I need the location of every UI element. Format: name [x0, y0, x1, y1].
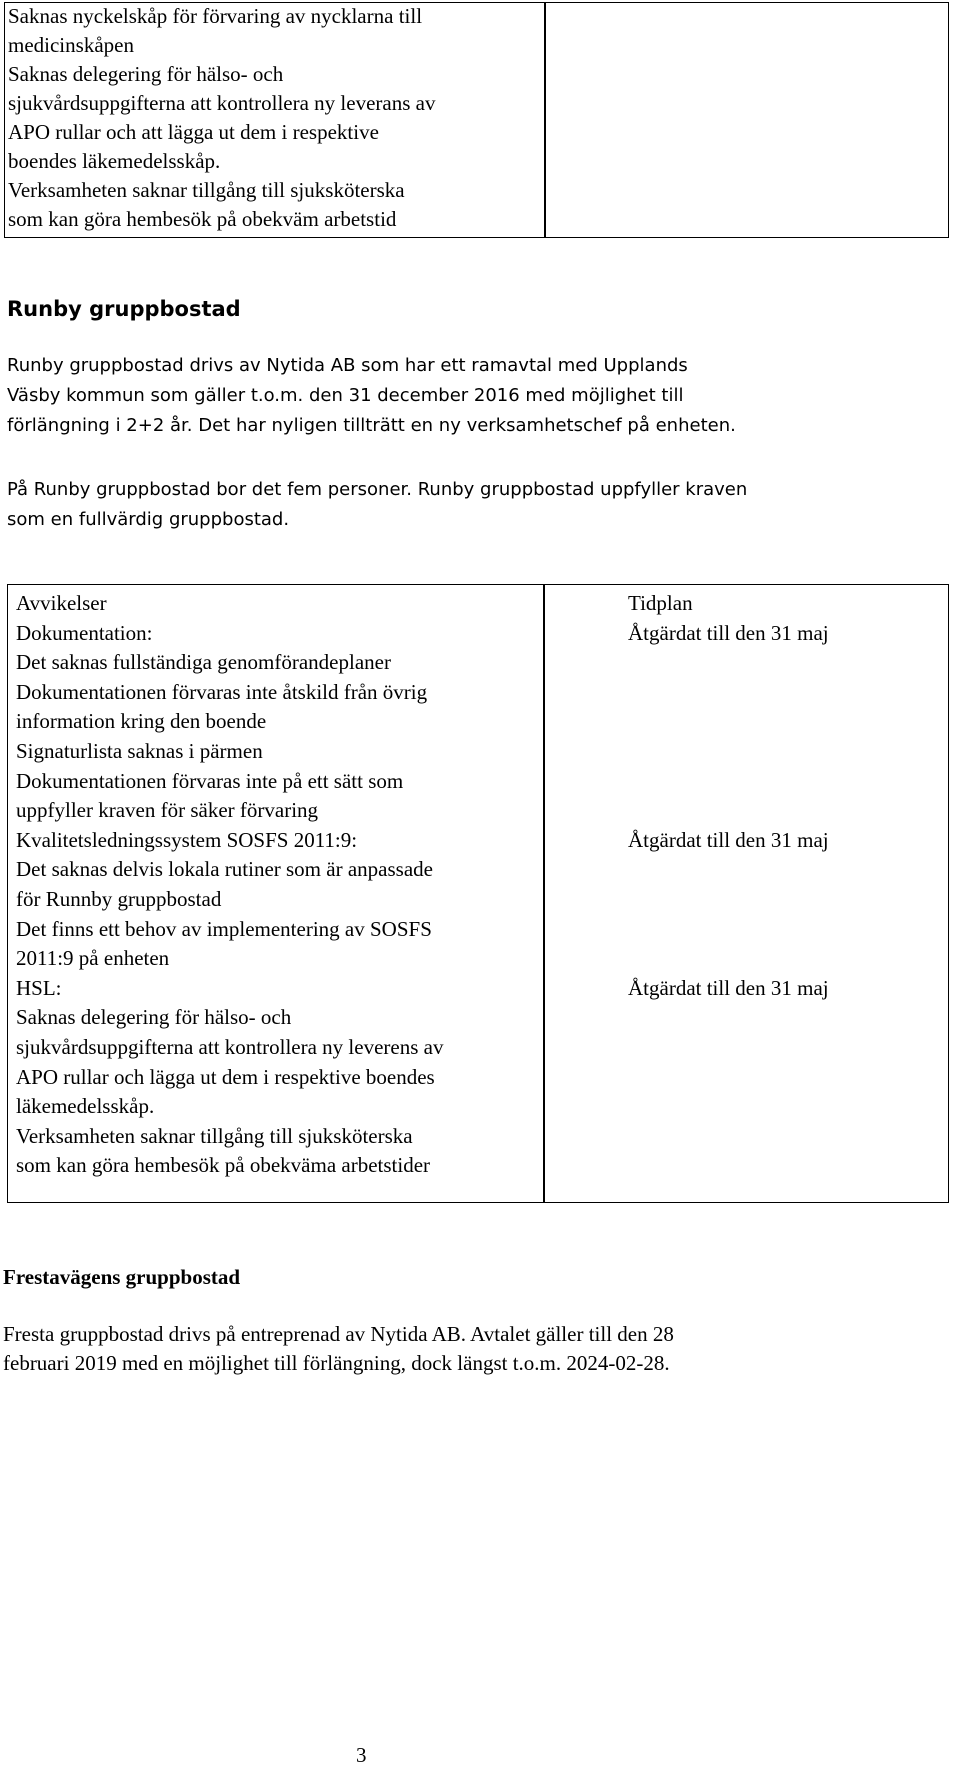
runby-description — [7, 351, 736, 441]
column-header-tidplan: Tidplan — [628, 591, 693, 615]
text-line: Verksamheten saknar tillgång till sjuksköterska — [16, 1123, 413, 1148]
text-line: sjukvårdsuppgifterna att kontrollera ny leverans av — [8, 91, 436, 115]
tidplan-status-kvalitetsledning: Åtgärdat till den 31 maj — [628, 828, 829, 852]
text-line: Det saknas delvis lokala rutiner som är anpassade — [16, 857, 433, 882]
text-line: som en fullvärdig gruppbostad. — [7, 509, 290, 530]
text-line: uppfyller kraven för säker förvaring — [16, 798, 319, 823]
text-line: Dokumentationen förvaras inte på ett sätt som — [16, 768, 404, 793]
text-line: medicinskåpen — [8, 33, 134, 57]
tidplan-status-hsl: Åtgärdat till den 31 maj — [628, 976, 829, 1000]
text-line: information kring den boende — [16, 709, 267, 734]
deviations-table-divider — [543, 584, 545, 1203]
text-line: som kan göra hembesök på obekväm arbetstid — [8, 207, 397, 231]
text-line: Signaturlista saknas i pärmen — [16, 738, 263, 763]
text-line: Saknas delegering för hälso- och — [16, 1005, 292, 1030]
page-number: 3 — [356, 1743, 367, 1767]
text-line: Det saknas fullständiga genomförandeplaner — [16, 650, 391, 675]
section-heading-kvalitetsledningssystem: Kvalitetsledningssystem SOSFS 2011:9: — [16, 827, 358, 852]
text-line: APO rullar och att lägga ut dem i respektive — [8, 120, 379, 144]
text-line: som kan göra hembesök på obekväma arbetstider — [16, 1153, 431, 1178]
fresta-heading: Frestavägens gruppbostad — [3, 1265, 241, 1289]
tidplan-status-dokumentation: Åtgärdat till den 31 maj — [628, 621, 829, 645]
text-line: Fresta gruppbostad drivs på entreprenad av Nytida AB. Avtalet gäller till den 28 — [3, 1322, 674, 1346]
text-line: Runby gruppbostad drivs av Nytida AB som har ett ramavtal med Upplands — [7, 355, 688, 376]
runby-residents-paragraph — [7, 475, 747, 535]
text-line: Det finns ett behov av implementering av SOSFS — [16, 916, 432, 941]
top-table-divider — [544, 2, 546, 238]
section-heading-hsl: HSL: — [16, 975, 62, 1000]
section-heading-dokumentation: Dokumentation: — [16, 620, 153, 645]
text-line: APO rullar och lägga ut dem i respektive boendes — [16, 1064, 435, 1089]
deviations-left-column — [16, 589, 443, 1181]
text-line: Saknas delegering för hälso- och — [8, 62, 284, 86]
text-line: sjukvårdsuppgifterna att kontrollera ny leverens av — [16, 1034, 444, 1059]
text-line: läkemedelsskåp. — [16, 1094, 155, 1119]
text-line: februari 2019 med en möjlighet till förlängning, dock längst t.o.m. 2024-02-28. — [3, 1351, 670, 1375]
top-table-left-cell — [8, 2, 435, 234]
text-line: Saknas nyckelskåp för förvaring av nycklarna till — [8, 4, 423, 28]
column-header-avvikelser: Avvikelser — [16, 591, 107, 615]
text-line: för Runnby gruppbostad — [16, 886, 222, 911]
text-line: 2011:9 på enheten — [16, 946, 170, 971]
text-line: På Runby gruppbostad bor det fem personer. Runby gruppbostad uppfyller kraven — [7, 479, 748, 500]
text-line: förlängning i 2+2 år. Det har nyligen tillträtt en ny verksamhetschef på enheten. — [7, 415, 736, 436]
fresta-paragraph — [3, 1320, 674, 1378]
text-line: Väsby kommun som gäller t.o.m. den 31 december 2016 med möjlighet till — [7, 385, 684, 406]
text-line: Dokumentationen förvaras inte åtskild från övrig — [16, 679, 428, 704]
runby-heading: Runby gruppbostad — [7, 297, 241, 321]
text-line: boendes läkemedelsskåp. — [8, 149, 221, 173]
text-line: Verksamheten saknar tillgång till sjuksköterska — [8, 178, 405, 202]
